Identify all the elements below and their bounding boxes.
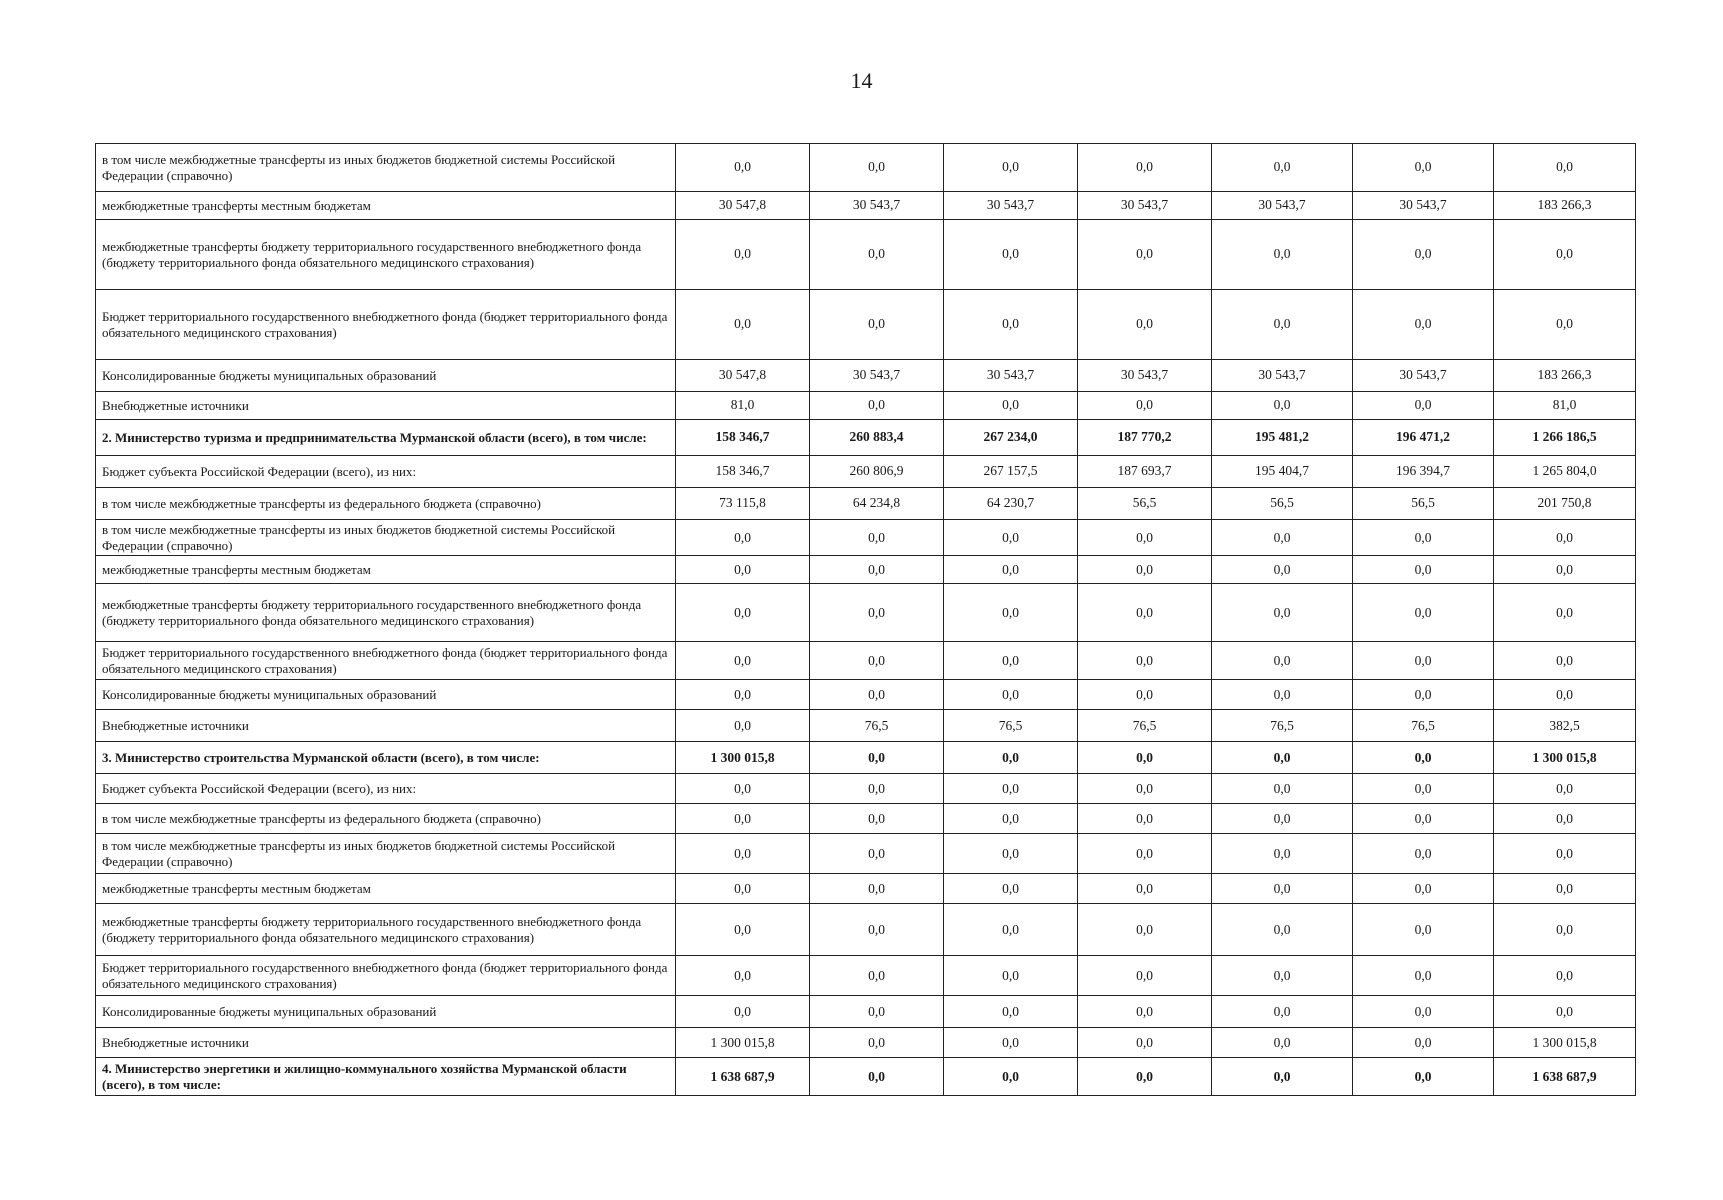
value-cell: 0,0 — [1078, 742, 1212, 774]
value-cell: 382,5 — [1494, 710, 1636, 742]
value-cell: 0,0 — [944, 804, 1078, 834]
value-cell: 0,0 — [676, 804, 810, 834]
value-cell: 30 543,7 — [810, 360, 944, 392]
value-cell: 0,0 — [944, 956, 1078, 996]
row-label: в том числе межбюджетные трансферты из федерального бюджета (справочно) — [96, 488, 676, 520]
value-cell: 0,0 — [810, 1058, 944, 1096]
table-row — [96, 804, 1636, 834]
value-cell: 0,0 — [810, 956, 944, 996]
value-cell: 0,0 — [1353, 956, 1494, 996]
row-label: Консолидированные бюджеты муниципальных образований — [96, 996, 676, 1028]
section-header-row — [96, 420, 1636, 456]
value-cell: 0,0 — [1353, 804, 1494, 834]
value-cell: 0,0 — [1078, 584, 1212, 642]
row-label: в том числе межбюджетные трансферты из иных бюджетов бюджетной системы Российской Федерации (справочно) — [96, 144, 676, 192]
row-label: Бюджет территориального государственного внебюджетного фонда (бюджет территориального фонда обязательного медицинского страхования) — [96, 290, 676, 360]
value-cell: 64 230,7 — [944, 488, 1078, 520]
value-cell: 0,0 — [676, 220, 810, 290]
value-cell: 0,0 — [676, 956, 810, 996]
value-cell: 0,0 — [676, 144, 810, 192]
value-cell: 1 265 804,0 — [1494, 456, 1636, 488]
value-cell: 0,0 — [810, 804, 944, 834]
value-cell: 0,0 — [676, 996, 810, 1028]
table-row — [96, 642, 1636, 680]
value-cell: 0,0 — [944, 1058, 1078, 1096]
value-cell: 158 346,7 — [676, 456, 810, 488]
value-cell: 0,0 — [1494, 556, 1636, 584]
value-cell: 0,0 — [1494, 904, 1636, 956]
value-cell: 0,0 — [810, 584, 944, 642]
value-cell: 1 638 687,9 — [676, 1058, 810, 1096]
value-cell: 0,0 — [810, 874, 944, 904]
value-cell: 0,0 — [944, 220, 1078, 290]
value-cell: 30 547,8 — [676, 360, 810, 392]
value-cell: 196 471,2 — [1353, 420, 1494, 456]
value-cell: 0,0 — [944, 996, 1078, 1028]
table-row — [96, 556, 1636, 584]
value-cell: 0,0 — [676, 710, 810, 742]
row-label: Бюджет территориального государственного внебюджетного фонда (бюджет территориального фонда обязательного медицинского страхования) — [96, 642, 676, 680]
value-cell: 0,0 — [944, 290, 1078, 360]
row-label: межбюджетные трансферты местным бюджетам — [96, 556, 676, 584]
value-cell: 267 234,0 — [944, 420, 1078, 456]
row-label: межбюджетные трансферты местным бюджетам — [96, 874, 676, 904]
value-cell: 267 157,5 — [944, 456, 1078, 488]
value-cell: 0,0 — [1212, 680, 1353, 710]
value-cell: 0,0 — [944, 834, 1078, 874]
value-cell: 0,0 — [1212, 874, 1353, 904]
budget-table — [95, 143, 1636, 1096]
value-cell: 0,0 — [1494, 584, 1636, 642]
value-cell: 56,5 — [1212, 488, 1353, 520]
value-cell: 0,0 — [676, 774, 810, 804]
value-cell: 0,0 — [810, 144, 944, 192]
value-cell: 0,0 — [1212, 742, 1353, 774]
table-row — [96, 874, 1636, 904]
value-cell: 0,0 — [1494, 996, 1636, 1028]
value-cell: 0,0 — [1078, 904, 1212, 956]
value-cell: 0,0 — [1212, 584, 1353, 642]
value-cell: 158 346,7 — [676, 420, 810, 456]
value-cell: 1 300 015,8 — [676, 742, 810, 774]
value-cell: 0,0 — [810, 834, 944, 874]
value-cell: 0,0 — [810, 392, 944, 420]
value-cell: 0,0 — [1078, 1028, 1212, 1058]
value-cell: 187 693,7 — [1078, 456, 1212, 488]
value-cell: 76,5 — [1078, 710, 1212, 742]
value-cell: 56,5 — [1353, 488, 1494, 520]
value-cell: 73 115,8 — [676, 488, 810, 520]
value-cell: 0,0 — [1212, 804, 1353, 834]
value-cell: 0,0 — [1353, 520, 1494, 556]
value-cell: 0,0 — [1494, 642, 1636, 680]
value-cell: 0,0 — [1078, 290, 1212, 360]
value-cell: 0,0 — [1078, 220, 1212, 290]
row-label: Внебюджетные источники — [96, 1028, 676, 1058]
value-cell: 0,0 — [1353, 874, 1494, 904]
value-cell: 0,0 — [676, 874, 810, 904]
value-cell: 0,0 — [1353, 742, 1494, 774]
value-cell: 0,0 — [944, 556, 1078, 584]
value-cell: 64 234,8 — [810, 488, 944, 520]
table-row — [96, 774, 1636, 804]
row-label: межбюджетные трансферты местным бюджетам — [96, 192, 676, 220]
value-cell: 0,0 — [810, 556, 944, 584]
value-cell: 187 770,2 — [1078, 420, 1212, 456]
value-cell: 183 266,3 — [1494, 192, 1636, 220]
value-cell: 0,0 — [1212, 220, 1353, 290]
row-label: Бюджет субъекта Российской Федерации (всего), из них: — [96, 774, 676, 804]
row-label: Внебюджетные источники — [96, 392, 676, 420]
value-cell: 76,5 — [1212, 710, 1353, 742]
value-cell: 0,0 — [1494, 804, 1636, 834]
value-cell: 0,0 — [1078, 804, 1212, 834]
table-row — [96, 392, 1636, 420]
row-label: в том числе межбюджетные трансферты из федерального бюджета (справочно) — [96, 804, 676, 834]
row-label: Внебюджетные источники — [96, 710, 676, 742]
value-cell: 0,0 — [944, 904, 1078, 956]
row-label: межбюджетные трансферты бюджету территориального государственного внебюджетного фонда (бюджету территориального фонда обязательного медицинского страхования) — [96, 904, 676, 956]
value-cell: 0,0 — [676, 290, 810, 360]
row-label: Бюджет территориального государственного внебюджетного фонда (бюджет территориального фонда обязательного медицинского страхования) — [96, 956, 676, 996]
value-cell: 0,0 — [1212, 642, 1353, 680]
value-cell: 76,5 — [810, 710, 944, 742]
value-cell: 0,0 — [1212, 1058, 1353, 1096]
value-cell: 0,0 — [1212, 556, 1353, 584]
value-cell: 76,5 — [944, 710, 1078, 742]
value-cell: 0,0 — [944, 642, 1078, 680]
value-cell: 30 543,7 — [1212, 360, 1353, 392]
value-cell: 0,0 — [1078, 520, 1212, 556]
value-cell: 1 638 687,9 — [1494, 1058, 1636, 1096]
value-cell: 0,0 — [810, 642, 944, 680]
table-row — [96, 904, 1636, 956]
value-cell: 0,0 — [810, 220, 944, 290]
value-cell: 0,0 — [1353, 1028, 1494, 1058]
value-cell: 0,0 — [1353, 996, 1494, 1028]
table-body — [96, 144, 1636, 1096]
value-cell: 0,0 — [944, 584, 1078, 642]
value-cell: 0,0 — [1212, 1028, 1353, 1058]
value-cell: 0,0 — [1078, 996, 1212, 1028]
value-cell: 0,0 — [944, 392, 1078, 420]
value-cell: 0,0 — [810, 290, 944, 360]
value-cell: 0,0 — [944, 520, 1078, 556]
value-cell: 0,0 — [1078, 144, 1212, 192]
value-cell: 260 806,9 — [810, 456, 944, 488]
value-cell: 0,0 — [1078, 956, 1212, 996]
value-cell: 0,0 — [1212, 290, 1353, 360]
value-cell: 0,0 — [810, 904, 944, 956]
value-cell: 1 300 015,8 — [676, 1028, 810, 1058]
value-cell: 0,0 — [1212, 904, 1353, 956]
value-cell: 0,0 — [1212, 834, 1353, 874]
value-cell: 1 300 015,8 — [1494, 1028, 1636, 1058]
value-cell: 196 394,7 — [1353, 456, 1494, 488]
value-cell: 0,0 — [1494, 874, 1636, 904]
table-row — [96, 488, 1636, 520]
row-label: Консолидированные бюджеты муниципальных образований — [96, 680, 676, 710]
value-cell: 0,0 — [944, 774, 1078, 804]
value-cell: 0,0 — [1494, 520, 1636, 556]
row-label: в том числе межбюджетные трансферты из иных бюджетов бюджетной системы Российской Федерации (справочно) — [96, 520, 676, 556]
value-cell: 0,0 — [1212, 996, 1353, 1028]
row-label: 2. Министерство туризма и предпринимательства Мурманской области (всего), в том числе: — [96, 420, 676, 456]
value-cell: 0,0 — [1078, 680, 1212, 710]
value-cell: 183 266,3 — [1494, 360, 1636, 392]
value-cell: 30 547,8 — [676, 192, 810, 220]
row-label: в том числе межбюджетные трансферты из иных бюджетов бюджетной системы Российской Федерации (справочно) — [96, 834, 676, 874]
value-cell: 0,0 — [676, 904, 810, 956]
value-cell: 0,0 — [1494, 680, 1636, 710]
value-cell: 56,5 — [1078, 488, 1212, 520]
value-cell: 0,0 — [944, 742, 1078, 774]
value-cell: 30 543,7 — [1078, 192, 1212, 220]
value-cell: 0,0 — [944, 1028, 1078, 1058]
table-row — [96, 834, 1636, 874]
value-cell: 1 266 186,5 — [1494, 420, 1636, 456]
value-cell: 0,0 — [676, 680, 810, 710]
value-cell: 0,0 — [1212, 774, 1353, 804]
value-cell: 30 543,7 — [1212, 192, 1353, 220]
value-cell: 0,0 — [1494, 220, 1636, 290]
value-cell: 195 481,2 — [1212, 420, 1353, 456]
value-cell: 0,0 — [1494, 956, 1636, 996]
value-cell: 0,0 — [1353, 904, 1494, 956]
value-cell: 0,0 — [676, 584, 810, 642]
value-cell: 0,0 — [1353, 220, 1494, 290]
table-row — [96, 456, 1636, 488]
value-cell: 0,0 — [810, 680, 944, 710]
value-cell: 0,0 — [1353, 680, 1494, 710]
value-cell: 0,0 — [810, 996, 944, 1028]
value-cell: 0,0 — [1078, 874, 1212, 904]
value-cell: 76,5 — [1353, 710, 1494, 742]
value-cell: 0,0 — [1353, 556, 1494, 584]
table-row — [96, 956, 1636, 996]
value-cell: 30 543,7 — [1353, 192, 1494, 220]
value-cell: 0,0 — [676, 834, 810, 874]
value-cell: 30 543,7 — [944, 360, 1078, 392]
row-label: Консолидированные бюджеты муниципальных образований — [96, 360, 676, 392]
value-cell: 0,0 — [1078, 774, 1212, 804]
value-cell: 30 543,7 — [944, 192, 1078, 220]
table-row — [96, 290, 1636, 360]
table-row — [96, 710, 1636, 742]
table-row — [96, 520, 1636, 556]
value-cell: 0,0 — [1494, 290, 1636, 360]
value-cell: 0,0 — [676, 520, 810, 556]
table-row — [96, 192, 1636, 220]
value-cell: 81,0 — [1494, 392, 1636, 420]
value-cell: 0,0 — [1212, 144, 1353, 192]
value-cell: 0,0 — [810, 774, 944, 804]
page-number: 14 — [850, 68, 873, 93]
row-label: 3. Министерство строительства Мурманской области (всего), в том числе: — [96, 742, 676, 774]
value-cell: 0,0 — [1353, 584, 1494, 642]
value-cell: 0,0 — [1494, 834, 1636, 874]
value-cell: 0,0 — [1078, 556, 1212, 584]
table-row — [96, 584, 1636, 642]
value-cell: 0,0 — [1078, 392, 1212, 420]
value-cell: 0,0 — [1353, 834, 1494, 874]
value-cell: 0,0 — [676, 556, 810, 584]
value-cell: 0,0 — [1212, 520, 1353, 556]
value-cell: 0,0 — [1494, 144, 1636, 192]
table-row — [96, 996, 1636, 1028]
value-cell: 0,0 — [944, 680, 1078, 710]
value-cell: 0,0 — [1353, 1058, 1494, 1096]
table-row — [96, 1028, 1636, 1058]
value-cell: 0,0 — [1212, 392, 1353, 420]
value-cell: 30 543,7 — [1353, 360, 1494, 392]
value-cell: 0,0 — [1353, 144, 1494, 192]
value-cell: 0,0 — [1078, 1058, 1212, 1096]
section-header-row — [96, 1058, 1636, 1096]
table-row — [96, 144, 1636, 192]
value-cell: 195 404,7 — [1212, 456, 1353, 488]
value-cell: 0,0 — [1353, 392, 1494, 420]
value-cell: 0,0 — [1078, 642, 1212, 680]
value-cell: 0,0 — [1494, 774, 1636, 804]
value-cell: 0,0 — [944, 874, 1078, 904]
table-row — [96, 220, 1636, 290]
section-header-row — [96, 742, 1636, 774]
value-cell: 0,0 — [810, 742, 944, 774]
table-row — [96, 360, 1636, 392]
row-label: 4. Министерство энергетики и жилищно-коммунального хозяйства Мурманской области (всего), в том числе: — [96, 1058, 676, 1096]
value-cell: 0,0 — [1353, 774, 1494, 804]
value-cell: 30 543,7 — [810, 192, 944, 220]
value-cell: 81,0 — [676, 392, 810, 420]
value-cell: 30 543,7 — [1078, 360, 1212, 392]
value-cell: 1 300 015,8 — [1494, 742, 1636, 774]
value-cell: 201 750,8 — [1494, 488, 1636, 520]
value-cell: 0,0 — [1212, 956, 1353, 996]
value-cell: 0,0 — [944, 144, 1078, 192]
value-cell: 0,0 — [676, 642, 810, 680]
value-cell: 260 883,4 — [810, 420, 944, 456]
value-cell: 0,0 — [1353, 290, 1494, 360]
value-cell: 0,0 — [1078, 834, 1212, 874]
row-label: Бюджет субъекта Российской Федерации (всего), из них: — [96, 456, 676, 488]
value-cell: 0,0 — [810, 520, 944, 556]
row-label: межбюджетные трансферты бюджету территориального государственного внебюджетного фонда (бюджету территориального фонда обязательного медицинского страхования) — [96, 584, 676, 642]
row-label: межбюджетные трансферты бюджету территориального государственного внебюджетного фонда (бюджету территориального фонда обязательного медицинского страхования) — [96, 220, 676, 290]
value-cell: 0,0 — [810, 1028, 944, 1058]
value-cell: 0,0 — [1353, 642, 1494, 680]
table-row — [96, 680, 1636, 710]
